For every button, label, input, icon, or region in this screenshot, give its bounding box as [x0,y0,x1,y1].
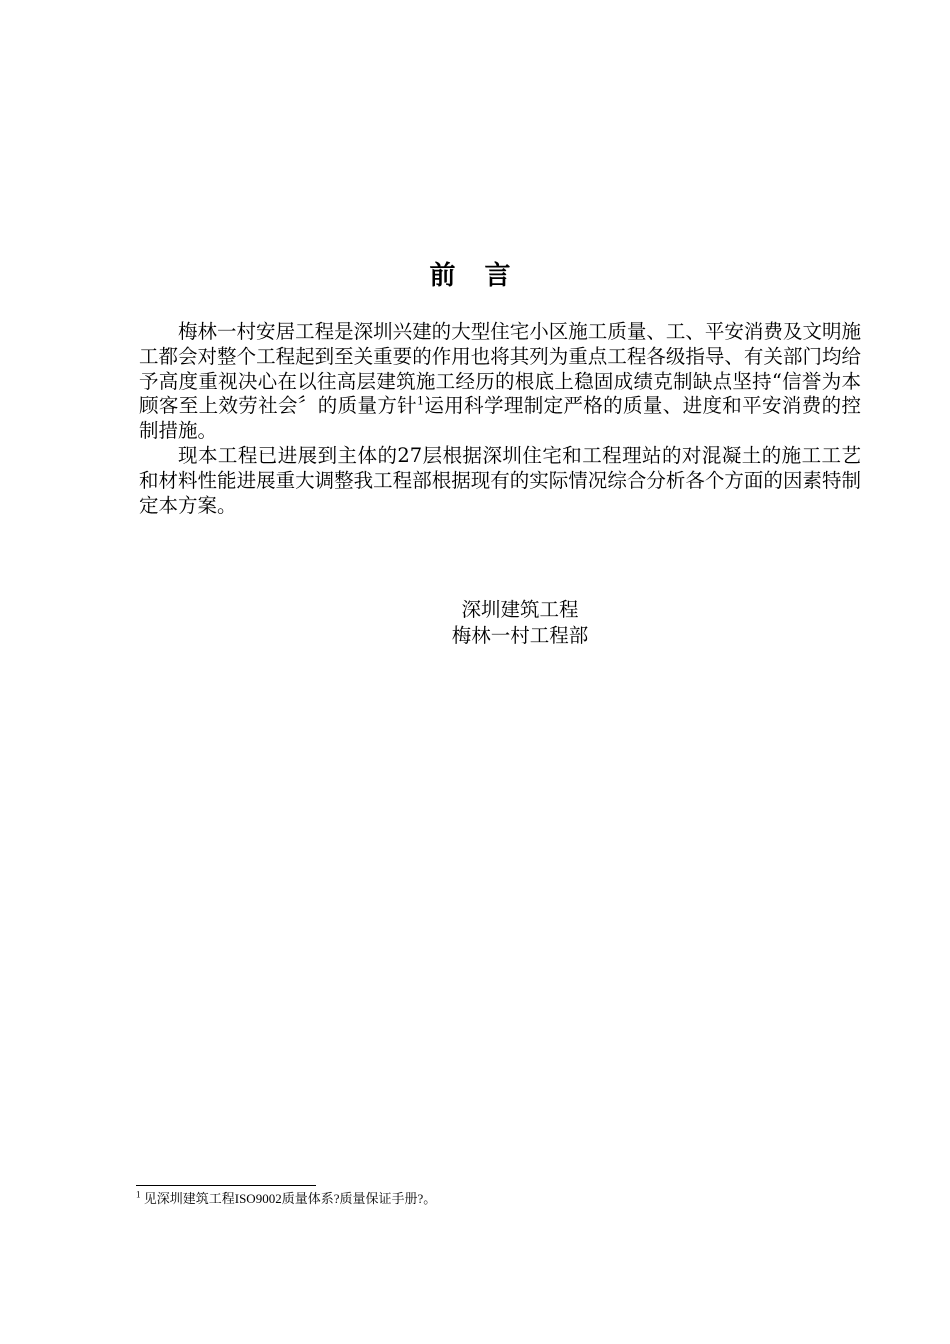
paragraph-1-text-a: 梅林一村安居工程是深圳兴建的大型住宅小区施工质量、工、平安消费及文明施工都会对整个工程起到至关重要的作用也将其列为重点工程各级指导、有关部门均给予高度重视决心在以往高层建筑施工经历的根底上稳固成绩克制缺点坚持“信誉为本顾客至上效劳社会〞的质量方针 [139,320,861,418]
paragraph-1-text-b: 运用科学理制定严格的质量、进度和平安消费的控制措施。 [139,394,861,443]
footnote-mark: 1 [136,1189,141,1200]
footnote-reference[interactable]: 1 [417,394,425,408]
signature-company: 深圳建筑工程 [461,598,579,621]
footnote-text: 见深圳建筑工程ISO9002质量体系?质量保证手册?。 [140,1191,437,1206]
body-text [139,320,861,518]
paragraph-2: 现本工程已进展到主体的27层根据深圳住宅和工程理站的对混凝土的施工工艺和材料性能进展重大调整我工程部根据现有的实际情况综合分析各个方面的因素特制定本方案。 [139,443,861,517]
footnote-divider [136,1185,316,1186]
footnote [136,1190,836,1208]
signature-block [390,597,650,649]
signature-department: 梅林一村工程部 [451,624,589,647]
page-title: 前 言 [429,261,521,291]
paragraph-1 [139,320,861,444]
